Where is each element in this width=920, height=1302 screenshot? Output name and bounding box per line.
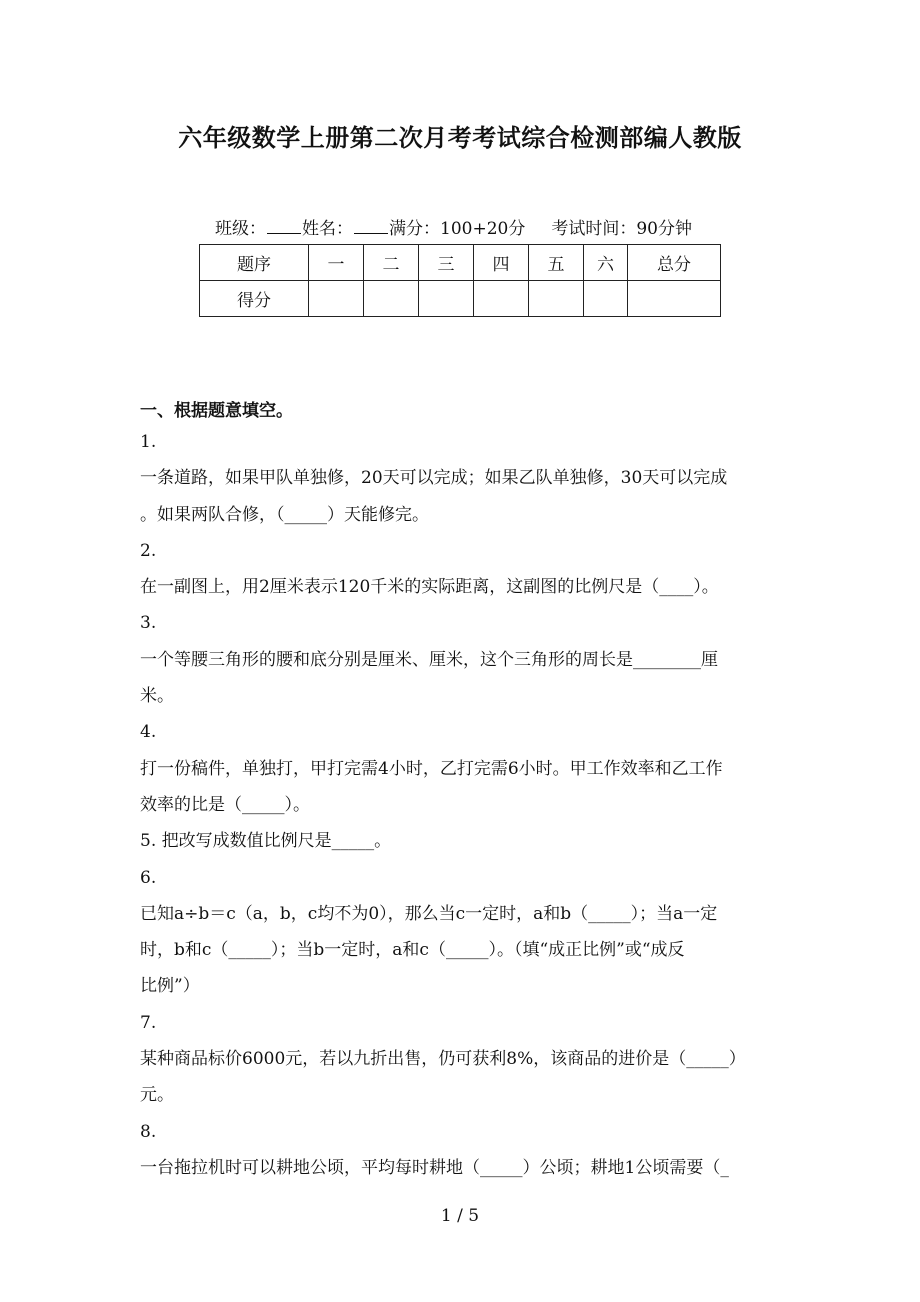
score-cell[interactable] <box>584 281 628 317</box>
question-number: 5. 把改写成数值比例尺是_____。 <box>140 831 392 852</box>
question-list <box>140 424 780 1186</box>
header-cell: 六 <box>584 245 628 281</box>
question-text: 打一份稿件，单独打，甲打完需4小时，乙打完需6小时。甲工作效率和乙工作 <box>140 758 723 779</box>
question-text: 一个等腰三角形的腰和底分别是厘米、厘米，这个三角形的周长是________厘 <box>140 649 718 670</box>
question-text: 。如果两队合修，（_____）天能修完。 <box>140 504 429 525</box>
score-cell[interactable] <box>474 281 529 317</box>
section-heading: 一、根据题意填空。 <box>140 401 293 421</box>
score-table-score-row <box>200 281 721 317</box>
score-cell[interactable] <box>419 281 474 317</box>
question-text: 某种商品标价6000元，若以九折出售，仍可获利8%，该商品的进价是（_____） <box>140 1049 746 1070</box>
question-text: 在一副图上，用2厘米表示120千米的实际距离，这副图的比例尺是（____）。 <box>140 577 719 598</box>
question-text: 元。 <box>140 1085 174 1106</box>
question-number: 2. <box>140 540 157 561</box>
question-number: 6. <box>140 867 157 888</box>
full-score: 满分：100+20分 <box>389 219 526 239</box>
header-cell: 二 <box>364 245 419 281</box>
question-text: 比例”） <box>140 976 200 997</box>
class-blank <box>267 221 301 234</box>
score-table-header-row <box>200 245 721 281</box>
question-text: 效率的比是（_____）。 <box>140 794 310 815</box>
question-text: 一台拖拉机时可以耕地公顷，平均每时耕地（_____）公顷；耕地1公顷需要（_ <box>140 1157 729 1178</box>
page-number: 1 / 5 <box>440 1206 480 1226</box>
score-cell[interactable] <box>364 281 419 317</box>
class-label: 班级： <box>215 219 266 239</box>
question-number: 3. <box>140 613 157 634</box>
header-cell: 题序 <box>200 245 309 281</box>
score-cell[interactable] <box>529 281 584 317</box>
score-table <box>199 244 721 317</box>
row-label: 得分 <box>200 281 309 317</box>
question-number: 4. <box>140 722 157 743</box>
header-cell: 三 <box>419 245 474 281</box>
score-cell[interactable] <box>628 281 721 317</box>
name-label: 姓名： <box>302 219 353 239</box>
header-cell: 五 <box>529 245 584 281</box>
question-text: 米。 <box>140 686 174 707</box>
exam-time: 考试时间：90分钟 <box>551 219 692 239</box>
exam-info-line <box>215 214 692 239</box>
question-number: 8. <box>140 1121 157 1142</box>
question-text: 时，b和c（_____）；当b一定时，a和c（_____）。（填“成正比例”或“成反 <box>140 940 685 961</box>
header-cell: 四 <box>474 245 529 281</box>
question-text: 已知a÷b＝c（a，b，c均不为0），那么当c一定时，a和b（_____）；当a一定 <box>140 903 718 924</box>
header-cell: 总分 <box>628 245 721 281</box>
question-number: 7. <box>140 1012 157 1033</box>
question-number: 1. <box>140 432 157 452</box>
name-blank <box>354 221 388 234</box>
question-text: 一条道路，如果甲队单独修，20天可以完成；如果乙队单独修，30天可以完成 <box>140 468 728 489</box>
header-cell: 一 <box>309 245 364 281</box>
document-title: 六年级数学上册第二次月考考试综合检测部编人教版 <box>178 124 742 152</box>
score-cell[interactable] <box>309 281 364 317</box>
